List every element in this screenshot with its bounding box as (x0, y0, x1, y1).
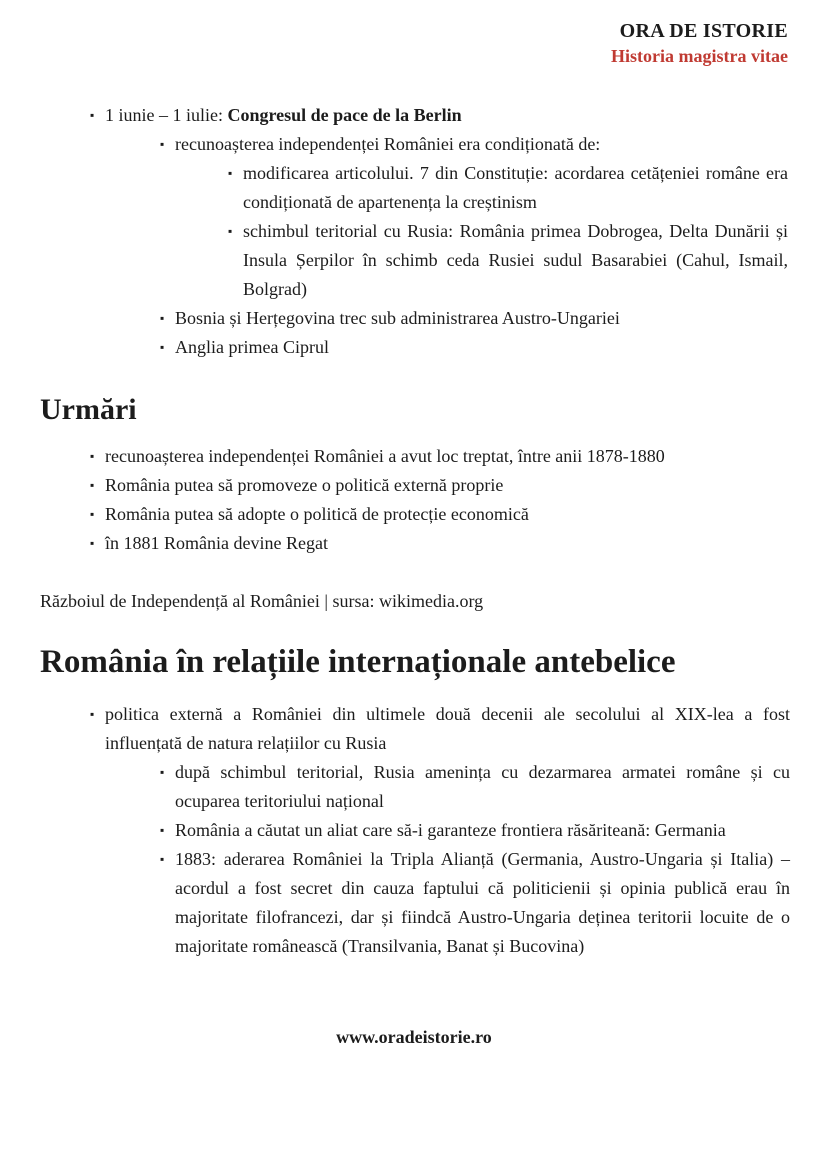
image-caption: Războiul de Independență al României | sursa: wikimedia.org (40, 591, 484, 611)
list-item-text: România a căutat un aliat care să-i garanteze frontiera răsăriteană: Germania (175, 820, 726, 840)
list-item-text: Bosnia și Herțegovina trec sub administrarea Austro-Ungariei (175, 308, 620, 328)
bullet-icon: ▪ (228, 166, 233, 180)
list-item (0, 217, 828, 304)
list-item (0, 101, 828, 130)
list-item (0, 845, 828, 961)
list-item-text (105, 101, 790, 130)
congress-title-text: Congresul de pace de la Berlin (227, 105, 462, 125)
list-item (0, 700, 828, 758)
bullet-icon: ▪ (160, 852, 165, 866)
list-item-text: Anglia primea Ciprul (175, 337, 329, 357)
bullet-icon: ▪ (160, 765, 165, 779)
urmari-list (0, 442, 828, 558)
list-item (0, 471, 828, 500)
list-item (0, 333, 828, 362)
list-item-text: România putea să adopte o politică de protecție economică (105, 504, 529, 524)
bullet-icon: ▪ (90, 507, 95, 521)
list-item-text: modificarea articolului. 7 din Constituție: acordarea cetățeniei române era condiționată de apartenența la creștinism (243, 163, 788, 212)
section-heading-main: România în relațiile internaționale antebelice (40, 644, 676, 680)
list-item-text: în 1881 România devine Regat (105, 533, 328, 553)
page-header (0, 0, 828, 67)
section-heading-urmari: Urmări (40, 393, 137, 426)
bullet-icon: ▪ (228, 224, 233, 238)
list-item (0, 442, 828, 471)
list-item (0, 304, 828, 333)
bullet-icon: ▪ (160, 311, 165, 325)
list-item-text: politica externă a României din ultimele două decenii ale secolului al XIX-lea a fost influențată de natura relațiilor cu Rusia (105, 704, 790, 753)
list-item (0, 500, 828, 529)
date-range-text: 1 iunie – 1 iulie: (105, 105, 228, 125)
bullet-icon: ▪ (90, 449, 95, 463)
bullet-icon: ▪ (90, 478, 95, 492)
list-item (0, 130, 828, 159)
list-item-text: recunoașterea independenței României a avut loc treptat, între anii 1878-1880 (105, 446, 665, 466)
list-item (0, 758, 828, 816)
bullet-icon: ▪ (90, 707, 95, 721)
footer-site-link[interactable]: www.oradeistorie.ro (336, 1027, 492, 1047)
bullet-icon: ▪ (160, 340, 165, 354)
bullet-icon: ▪ (90, 536, 95, 550)
list-item (0, 159, 828, 217)
list-item-text: schimbul teritorial cu Rusia: România primea Dobrogea, Delta Dunării și Insula Șerpilor în schimb ceda Rusiei sudul Basarabiei (Cahul, Ismail, Bolgrad) (243, 221, 788, 299)
international-relations-list (0, 700, 828, 961)
bullet-icon: ▪ (160, 823, 165, 837)
list-item (0, 816, 828, 845)
list-item-text: recunoașterea independenței României era condiționată de: (175, 134, 601, 154)
site-motto: Historia magistra vitae (611, 46, 788, 66)
berlin-congress-list (0, 101, 828, 362)
list-item-text: România putea să promoveze o politică externă proprie (105, 475, 504, 495)
site-title: ORA DE ISTORIE (619, 20, 788, 42)
list-item-text: după schimbul teritorial, Rusia amenința cu dezarmarea armatei române și cu ocuparea teritoriului național (175, 762, 790, 811)
bullet-icon: ▪ (90, 108, 95, 122)
list-item-text: 1883: aderarea României la Tripla Alianță (Germania, Austro-Ungaria și Italia) – acordul a fost secret din cauza faptului că politicienii și opinia publică erau în majoritate filofrancezi, dar și fiindcă Austro-Ungaria deținea teritorii locuite de o majoritate românească (Transilvania, Banat și Bucovina) (175, 849, 790, 956)
bullet-icon: ▪ (160, 137, 165, 151)
list-item (0, 529, 828, 558)
